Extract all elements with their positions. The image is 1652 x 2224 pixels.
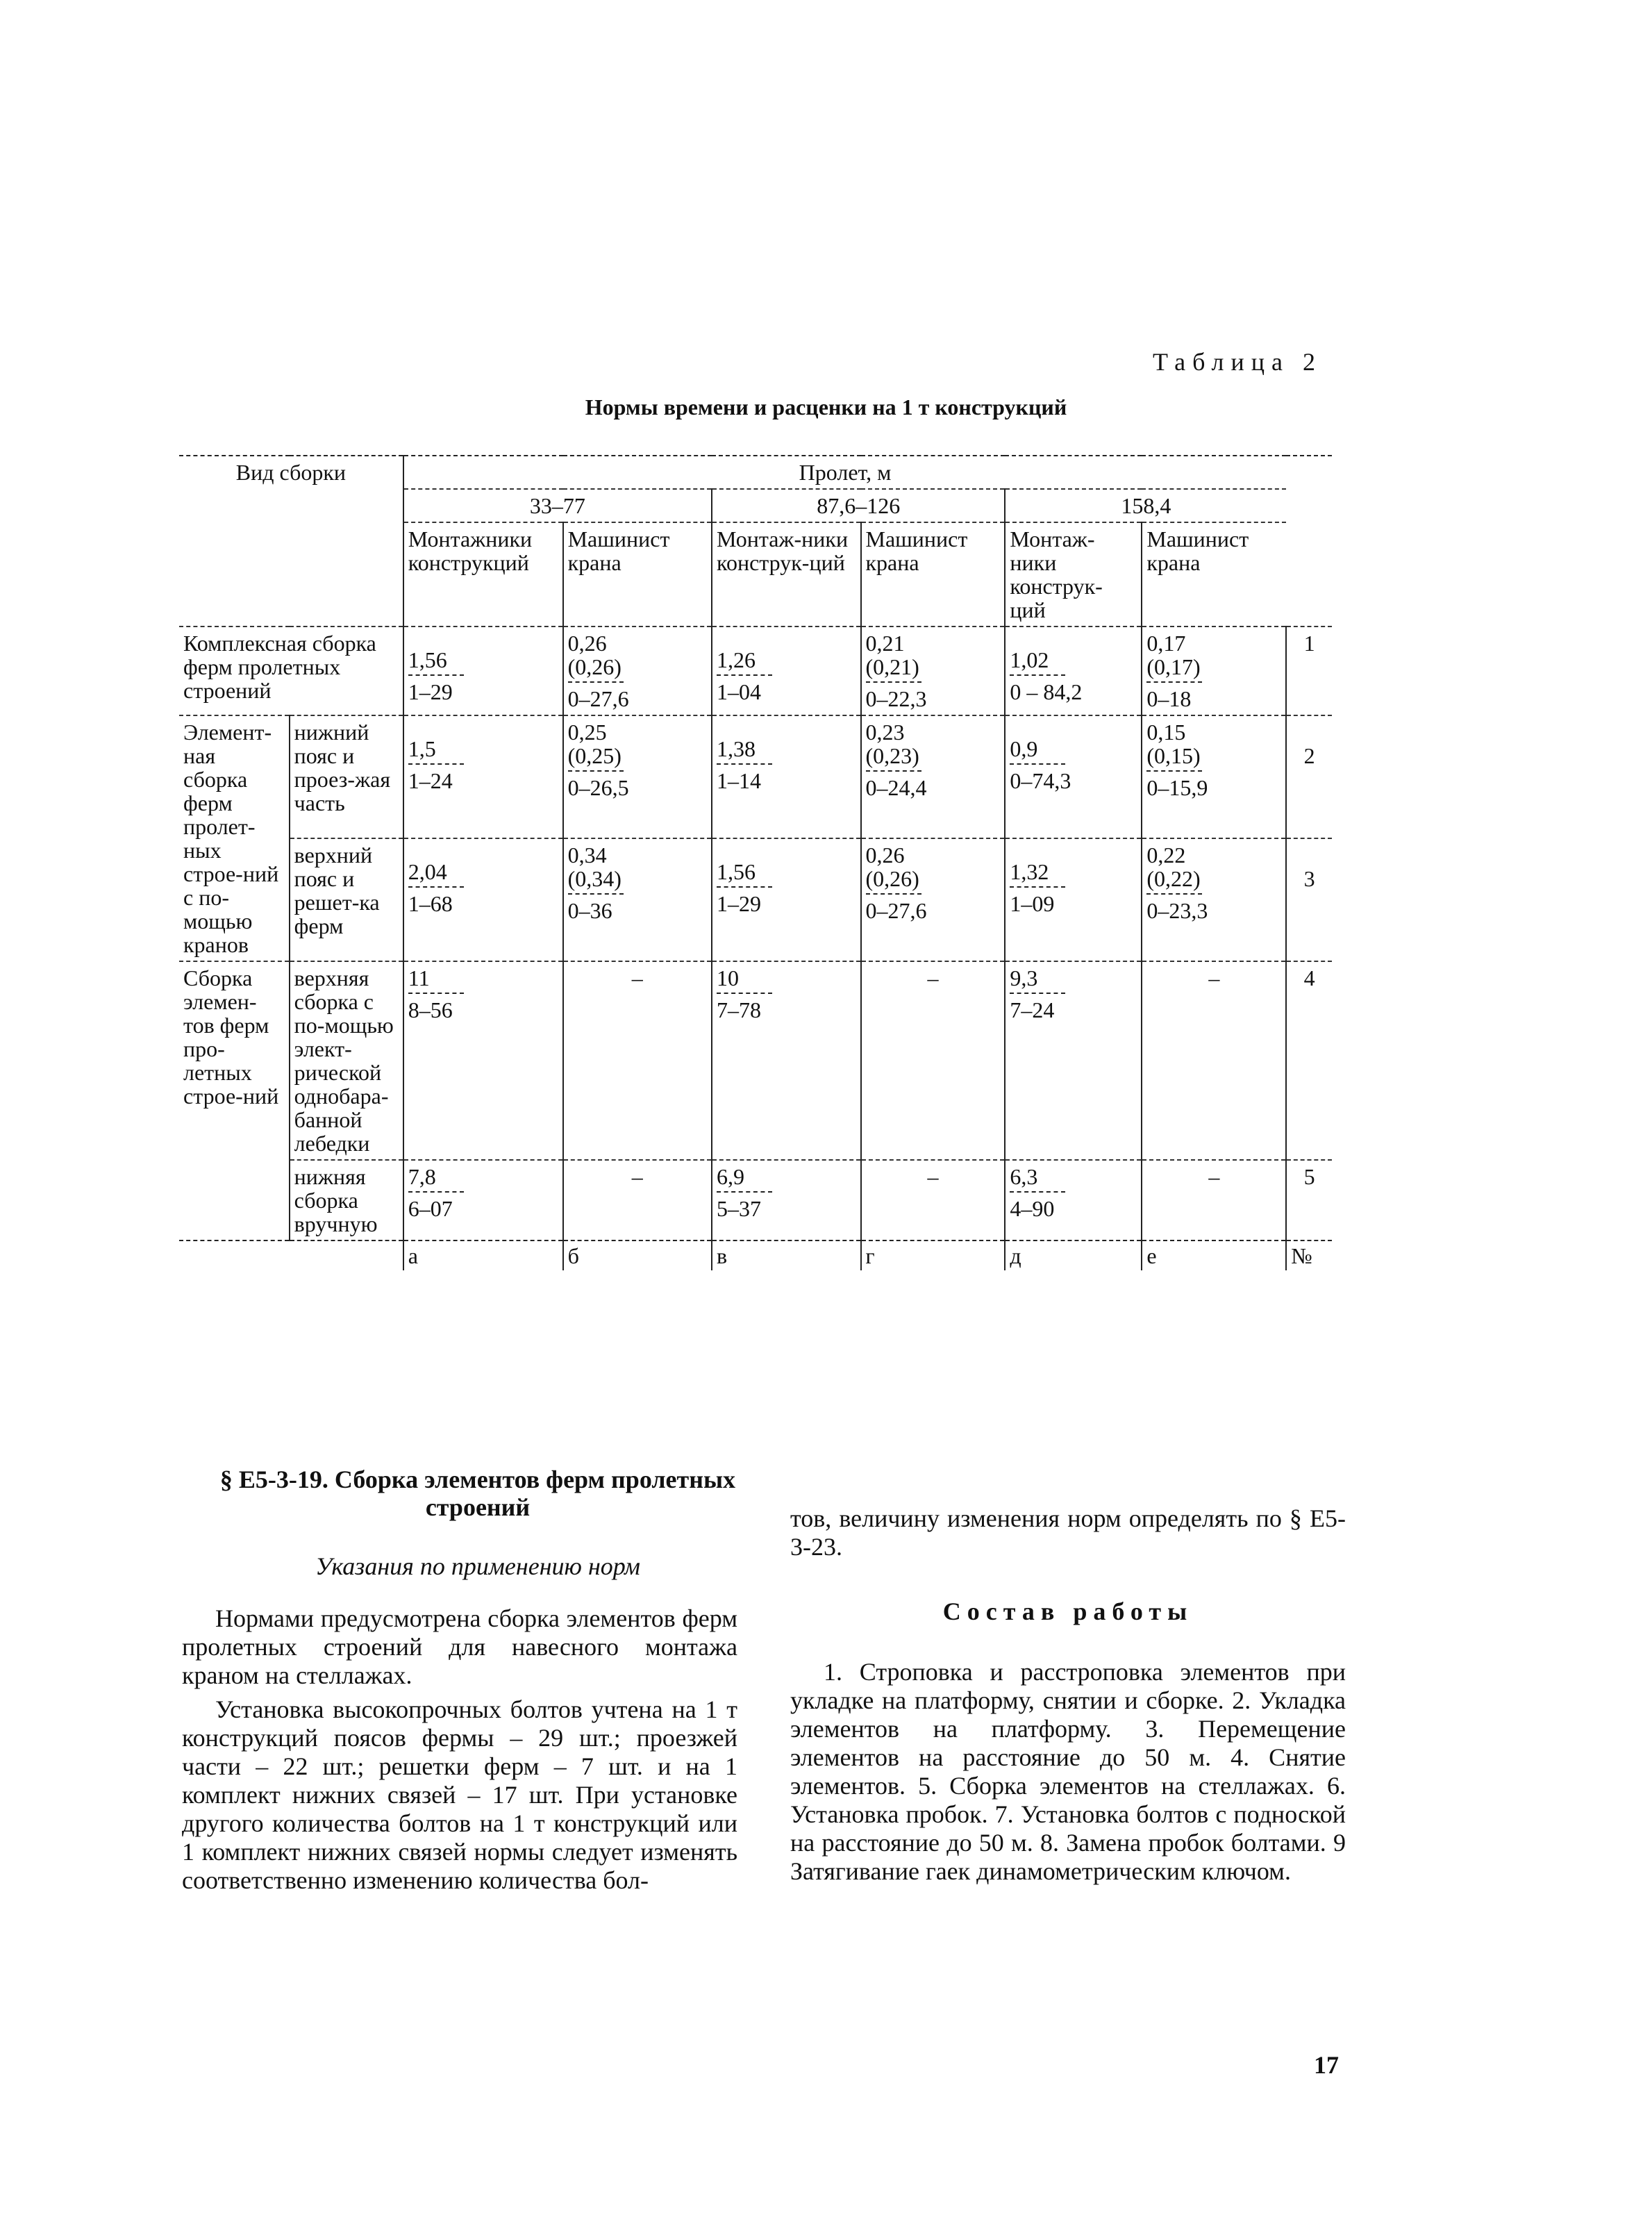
col-letter: а [403,1240,563,1270]
section-subheading: Указания по применению норм [315,1552,640,1580]
cell-rate: 7–78 [717,997,762,1022]
cell-time: 1,56 [408,647,447,672]
right-column [790,1504,1346,1886]
column-letters-row [179,1240,1332,1270]
sub-header-1: Монтажники конструкций [403,522,563,626]
cell-time: 0,23 (0,23) [865,720,919,768]
cell-rate: 0–26,5 [567,775,629,800]
span-group-1: 33–77 [403,489,712,522]
cell-rate: 1–29 [408,679,453,704]
norms-table [179,455,1332,1270]
cell-time: 0,22 (0,22) [1146,843,1201,891]
table-title: Нормы времени и расценки на 1 т конструкций [585,395,1067,420]
cell-time: 0,34 (0,34) [567,843,621,891]
col-letter: в [712,1240,860,1270]
col-letter: д [1005,1240,1142,1270]
cell-rate: 0–23,3 [1146,898,1208,923]
row-sub-label: верхний пояс и решет-ка ферм [290,838,403,961]
cell-time: 10 [717,965,740,990]
cell-rate: 8–56 [408,997,453,1022]
col-letter: № [1286,1240,1332,1270]
cell-rate: 0–36 [567,898,612,923]
work-heading: Состав работы [942,1598,1194,1625]
cell-rate: 6–07 [408,1196,453,1221]
cell-empty: – [1142,961,1286,1160]
cell-empty: – [861,961,1006,1160]
row-number: 2 [1286,715,1332,838]
cell-rate: 7–24 [1010,997,1055,1022]
cell-time: 2,04 [408,859,447,884]
cell-time: 0,15 (0,15) [1146,720,1201,768]
header-blank [1286,456,1332,626]
table-row [179,1160,1332,1240]
cell-time: 0,25 (0,25) [567,720,621,768]
table-row [179,838,1332,961]
sub-header-5: Монтаж-ники конструк-ций [1005,522,1142,626]
header-span: Пролет, м [403,456,1286,489]
row-sub-label: верхняя сборка с по-мощью элект-рической однобара-банной лебедки [290,961,403,1160]
row-sub-label: нижний пояс и проез-жая часть [290,715,403,838]
left-column [182,1604,737,1900]
cell-empty: – [861,1160,1006,1240]
cell-rate: 0–27,6 [567,686,629,711]
cell-rate: 0–15,9 [1146,775,1208,800]
cell-empty: – [563,961,712,1160]
cell-time: 0,9 [1010,736,1038,761]
cell-rate: 1–09 [1010,891,1055,916]
cell-time: 0,21 (0,21) [865,631,919,679]
sub-header-2: Машинист крана [563,522,712,626]
row-number: 1 [1286,626,1332,715]
cell-time: 9,3 [1010,965,1038,990]
header-vid: Вид сборки [179,456,403,626]
cell-time: 1,56 [717,859,756,884]
sub-header-3: Монтаж-ники конструк-ций [712,522,860,626]
cell-rate: 0–74,3 [1010,768,1071,793]
cell-rate: 1–29 [717,891,762,916]
table-row [179,626,1332,715]
cell-time: 6,9 [717,1164,745,1189]
cell-time: 1,32 [1010,859,1049,884]
cell-time: 11 [408,965,430,990]
work-text: 1. Строповка и расстроповка элементов при укладке на платформу, снятии и сборке. 2. Укладка элементов на платформу. 3. Перемещение элементов на расстояние до 50 м. 4. Снятие элементов. 5. Сборка элементов на стеллажах. 6. Установка пробок. 7. Установка болтов с подноской на расстояние до 50 м. 8. Замена пробок болтами. 9 Затягивание гаек динамометрическим ключом. [790,1658,1346,1885]
cell-rate: 5–37 [717,1196,762,1221]
page-number: 17 [1314,2051,1339,2079]
section-title: § Е5-3-19. Сборка элементов ферм пролетных строений [219,1466,736,1521]
cell-rate: 0–24,4 [865,775,927,800]
cell-time: 1,38 [717,736,756,761]
cell-rate: 0–18 [1146,686,1192,711]
paragraph: тов, величину изменения норм определять по § Е5-3-23. [790,1504,1346,1561]
row-sub-label: нижняя сборка вручную [290,1160,403,1240]
cell-rate: 1–24 [408,768,453,793]
row-number: 4 [1286,961,1332,1160]
cell-rate: 4–90 [1010,1196,1055,1221]
cell-rate: 0–27,6 [865,898,927,923]
row-group-label: Элемент-ная сборка ферм пролет-ных строе-ний с по-мощью кранов [179,715,290,961]
cell-time: 0,26 (0,26) [865,843,919,891]
cell-time: 6,3 [1010,1164,1038,1189]
cell-time: 1,26 [717,647,756,672]
cell-time: 1,5 [408,736,436,761]
row-group-label: Сборка элемен-тов ферм про-летных строе-ний [179,961,290,1240]
span-group-3: 158,4 [1005,489,1286,522]
cell-rate: 1–14 [717,768,762,793]
cell-empty: – [1142,1160,1286,1240]
row-number: 5 [1286,1160,1332,1240]
col-letter: б [563,1240,712,1270]
cell-rate: 1–04 [717,679,762,704]
row-number: 3 [1286,838,1332,961]
table-row [179,715,1332,838]
cell-rate: 0–22,3 [865,686,927,711]
cell-rate: 0 – 84,2 [1010,679,1083,704]
cell-time: 0,17 (0,17) [1146,631,1201,679]
paragraph: Нормами предусмотрена сборка элементов ферм пролетных строений для навесного монтажа краном на стеллажах. [182,1604,737,1689]
cell-time: 7,8 [408,1164,436,1189]
cell-empty: – [563,1160,712,1240]
sub-header-6: Машинист крана [1142,522,1286,626]
col-letter: г [861,1240,1006,1270]
cell-rate: 1–68 [408,891,453,916]
table-row [179,961,1332,1160]
sub-header-4: Машинист крана [861,522,1006,626]
paragraph: Установка высокопрочных болтов учтена на 1 т конструкций поясов фермы – 29 шт.; проезжей части – 22 шт.; решетки ферм – 7 шт. и на 1 комплект нижних связей – 17 шт. При установке другого количества болтов на 1 т конструкций или 1 комплект нижних связей нормы следует изменять соответственно изменению количества бол- [182,1695,737,1894]
col-letter: е [1142,1240,1286,1270]
span-group-2: 87,6–126 [712,489,1005,522]
row-group-label: Комплексная сборка ферм пролетных строений [179,626,403,715]
letters-blank [179,1240,403,1270]
cell-time: 1,02 [1010,647,1049,672]
cell-time: 0,26 (0,26) [567,631,621,679]
table-label: Таблица 2 [1153,348,1322,376]
